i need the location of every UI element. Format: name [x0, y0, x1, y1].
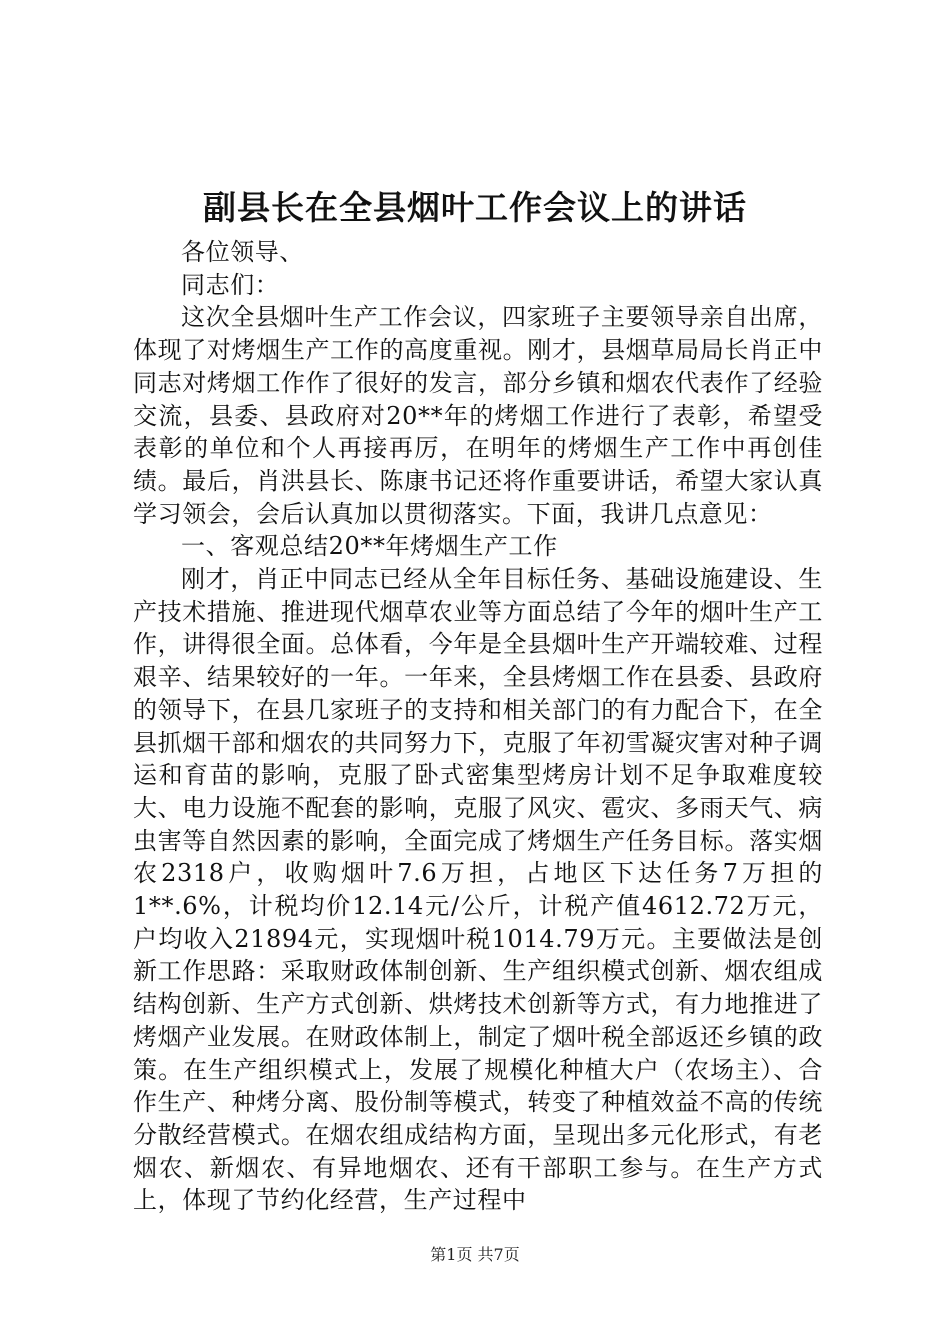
paragraph-summary: 刚才，肖正中同志已经从全年目标任务、基础设施建设、生产技术措施、推进现代烟草农业等方面总结了今年的烟叶生产工作，讲得很全面。总体看，今年是全县烟叶生产开端较难、过程艰辛、结果较好的一年。一年来，全县烤烟工作在县委、县政府的领导下，在县几家班子的支持和相关部门的有力配合下，在全县抓烟干部和烟农的共同努力下，克服了年初雪凝灾害对种子调运和育苗的影响，克服了卧式密集型烤房计划不足争取难度较大、电力设施不配套的影响，克服了风灾、雹灾、多雨天气、病虫害等自然因素的影响，全面完成了烤烟生产任务目标。落实烟农2318户，收购烟叶7.6万担，占地区下达任务7万担的1**.6%，计税均价12.14元/公斤，计税产值4612.72万元，户均收入21894元，实现烟叶税1014.79万元。主要做法是创新工作思路：采取财政体制创新、生产组织模式创新、烟农组成结构创新、生产方式创新、烘烤技术创新等方式，有力地推进了烤烟产业发展。在财政体制上，制定了烟叶税全部返还乡镇的政策。在生产组织模式上，发展了规模化种植大户（农场主）、合作生产、种烤分离、股份制等模式，转变了种植效益不高的传统分散经营模式。在烟农组成结构方面，呈现出多元化形式，有老烟农、新烟农、有异地烟农、还有干部职工参与。在生产方式上，体现了节约化经营，生产过程中	[133, 565, 823, 1215]
salutation-leaders: 各位领导、	[181, 238, 304, 266]
page-number-footer: 第1页 共7页	[430, 1245, 520, 1264]
document-body	[133, 236, 823, 1217]
section-heading-1: 一、客观总结20**年烤烟生产工作	[181, 532, 558, 561]
paragraph-opening: 这次全县烟叶生产工作会议，四家班子主要领导亲自出席，体现了对烤烟生产工作的高度重视。刚才，县烟草局局长肖正中同志对烤烟工作作了很好的发言，部分乡镇和烟农代表作了经验交流，县委、县政府对20**年的烤烟工作进行了表彰，希望受表彰的单位和个人再接再厉，在明年的烤烟生产工作中再创佳绩。最后，肖洪县长、陈康书记还将作重要讲话，希望大家认真学习领会，会后认真加以贯彻落实。下面，我讲几点意见：	[133, 303, 823, 528]
document-title: 副县长在全县烟叶工作会议上的讲话	[203, 188, 747, 227]
salutation-comrades: 同志们：	[181, 270, 280, 299]
